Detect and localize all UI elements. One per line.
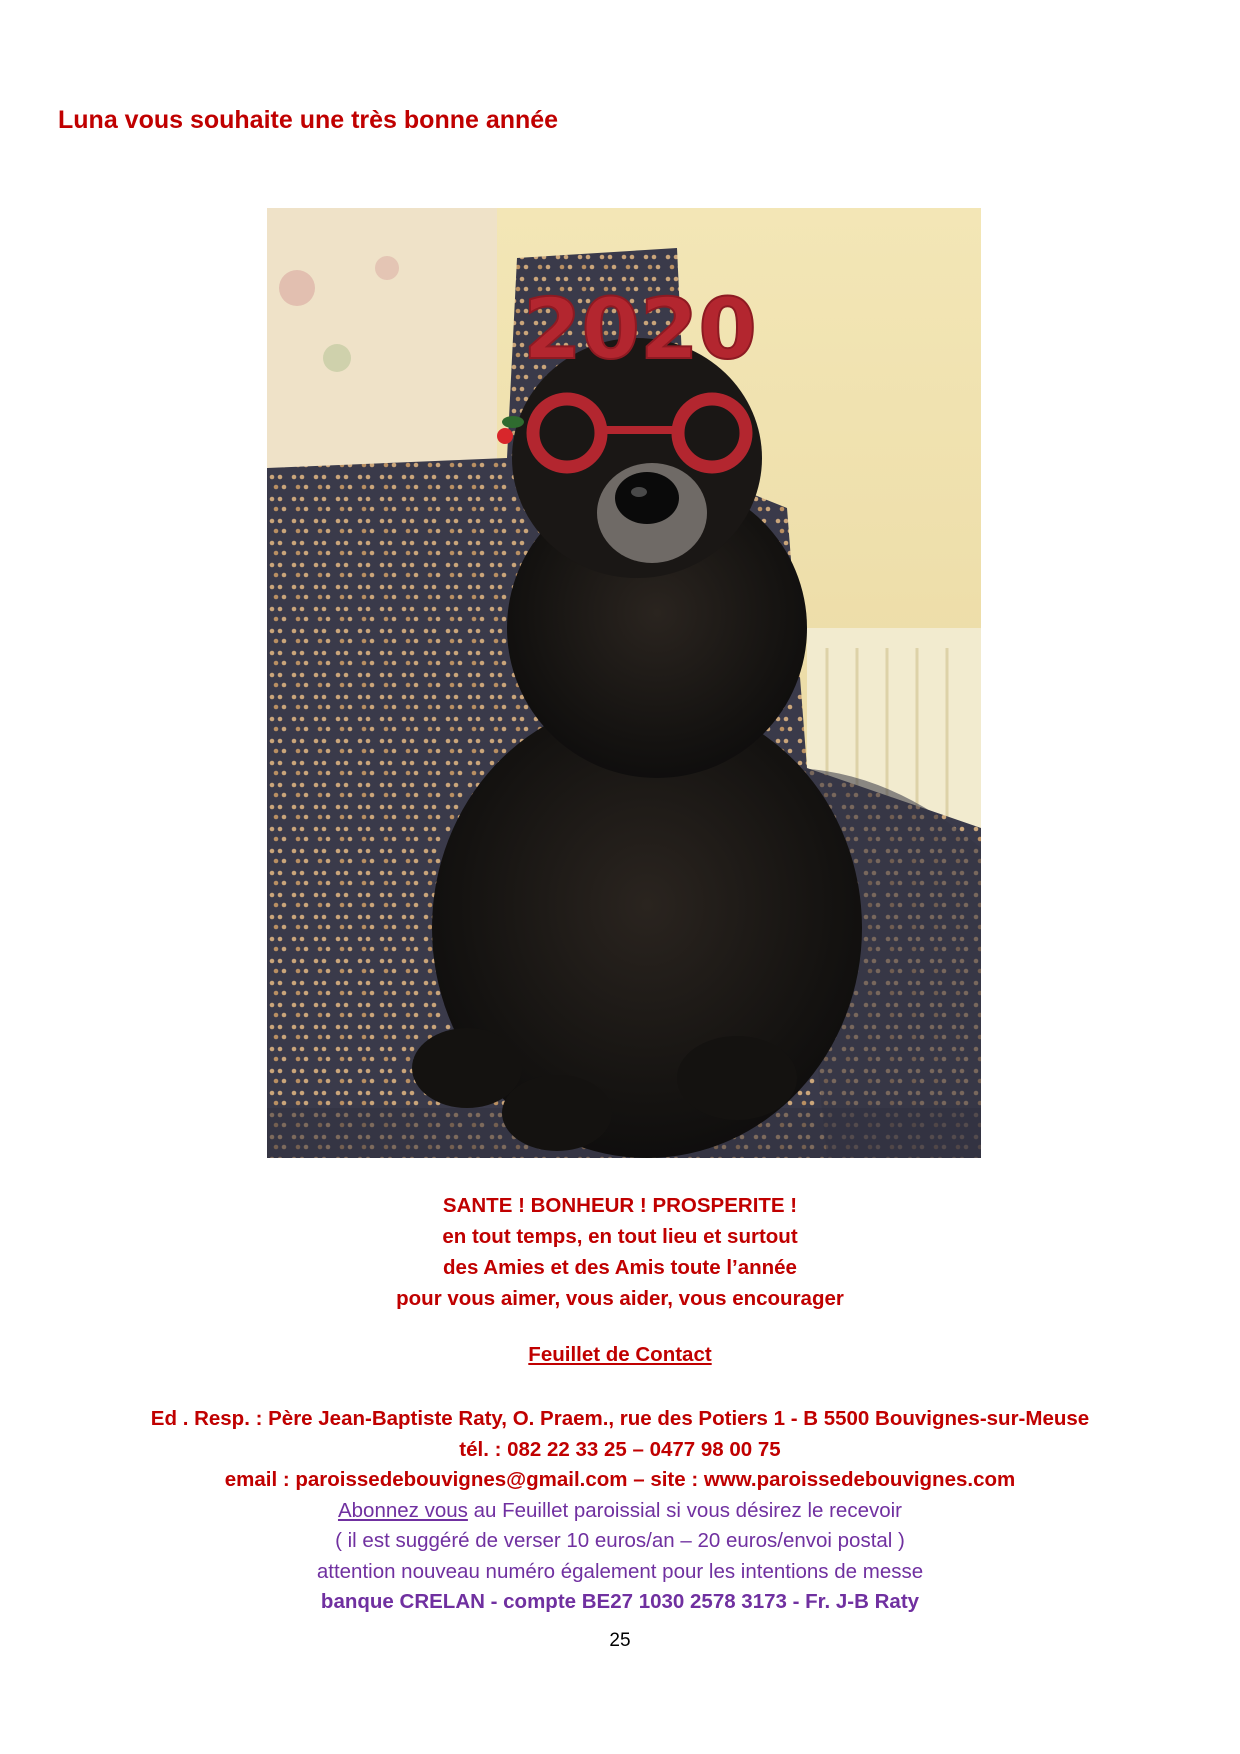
page-heading: Luna vous souhaite une très bonne année <box>58 106 559 134</box>
wishes-line: pour vous aimer, vous aider, vous encourager <box>396 1287 844 1310</box>
wishes-line: en tout temps, en tout lieu et surtout <box>442 1225 798 1248</box>
contact-title: Feuillet de Contact <box>528 1343 712 1366</box>
suggestion-line: ( il est suggéré de verser 10 euros/an – 20 euros/envoi postal ) <box>335 1529 905 1552</box>
glasses-2020-text: 2020 <box>523 280 757 378</box>
attention-line: attention nouveau numéro également pour les intentions de messe <box>316 1559 924 1583</box>
phone-line: tél. : 082 22 33 25 – 0477 98 00 75 <box>459 1437 781 1461</box>
subscribe-link[interactable]: Abonnez vous <box>337 1498 468 1522</box>
email-site-line: email : paroissedebouvignes@gmail.com – site : www.paroissedebouvignes.com <box>224 1468 1016 1491</box>
subscribe-line <box>0 1496 1240 1527</box>
subscribe-text: au Feuillet paroissial si vous désirez le recevoir <box>467 1498 903 1522</box>
editor-line: Ed . Resp. : Père Jean-Baptiste Raty, O. Praem., rue des Potiers 1 - B 5500 Bouvignes-sur-Meuse <box>150 1407 1090 1430</box>
new-year-wishes <box>0 1190 1240 1314</box>
bank-line: banque CRELAN - compte BE27 1030 2578 3173 - Fr. J-B Raty <box>320 1590 920 1613</box>
dog-photo <box>267 208 981 1158</box>
contact-block <box>0 1404 1240 1618</box>
page-number: 25 <box>609 1630 631 1651</box>
wishes-line: des Amies et des Amis toute l’année <box>443 1256 797 1279</box>
wishes-line: SANTE ! BONHEUR ! PROSPERITE ! <box>442 1194 798 1217</box>
